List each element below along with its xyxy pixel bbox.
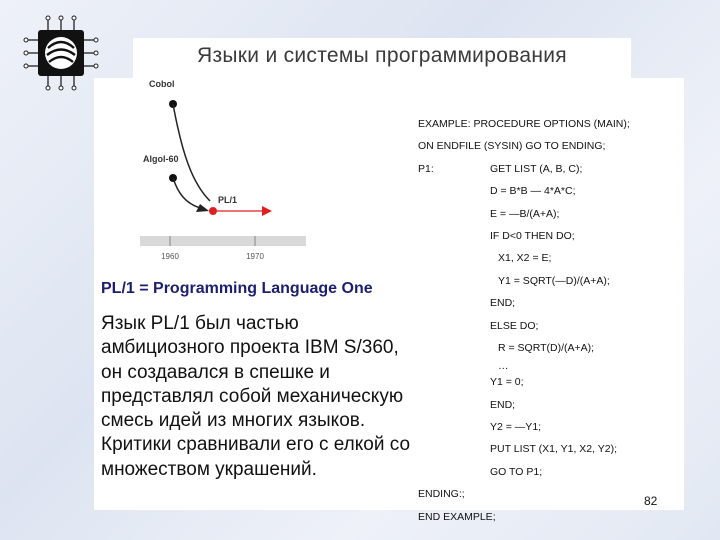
language-label-pl1: PL/1 — [218, 195, 238, 205]
code-line: X1, X2 = E; — [498, 252, 552, 265]
code-line: ELSE DO; — [490, 319, 539, 332]
node-pl1 — [209, 207, 217, 215]
code-line — [418, 161, 688, 183]
language-label-algol: Algol-60 — [143, 154, 179, 164]
code-line-p1-statement: GET LIST (A, B, C); — [490, 162, 583, 175]
language-label-cobol: Cobol — [149, 79, 175, 89]
code-line: END; — [490, 398, 516, 411]
code-line: E = —B/(A+A); — [490, 207, 560, 220]
code-line: END; — [490, 297, 516, 310]
code-line: END EXAMPLE; — [418, 510, 496, 523]
code-line: GO TO P1; — [490, 465, 543, 478]
code-line: ENDING:; — [418, 488, 465, 501]
arrow-cobol-to-pl1 — [173, 104, 210, 201]
code-listing — [418, 116, 688, 531]
code-line: Y1 = 0; — [490, 376, 524, 389]
timeline-axis — [140, 236, 306, 246]
code-line: Y1 = SQRT(—D)/(A+A); — [498, 274, 610, 287]
code-line: IF D<0 THEN DO; — [490, 229, 575, 242]
page-number: 82 — [644, 494, 658, 508]
code-line: Y2 = —Y1; — [490, 421, 542, 434]
chip-logo-icon — [22, 14, 100, 92]
slide-title: Языки и системы программирования — [197, 44, 567, 67]
code-line: EXAMPLE: PROCEDURE OPTIONS (MAIN); — [418, 118, 630, 130]
code-line: ON ENDFILE (SYSIN) GO TO ENDING; — [418, 140, 606, 153]
code-line: R = SQRT(D)/(A+A); — [498, 341, 595, 354]
code-line: D = B*B — 4*A*C; — [490, 185, 576, 198]
code-label-p1: P1: — [418, 162, 434, 175]
code-line: PUT LIST (X1, Y1, X2, Y2); — [490, 443, 618, 456]
pl1-description: Язык PL/1 был частью амбициозного проекта IBM S/360, он создавался в спешке и представлял собой механическую смесь идей из многих языков. Критики сравнивали его с елкой со множеством украшений. — [101, 313, 411, 480]
year-label-1970: 1970 — [246, 252, 264, 261]
language-timeline-diagram — [140, 78, 420, 273]
year-label-1960: 1960 — [161, 252, 179, 261]
pl1-heading: PL/1 = Programming Language One — [101, 280, 373, 297]
pl1-timeline-arrowhead — [262, 206, 272, 216]
code-line: … — [498, 360, 509, 373]
